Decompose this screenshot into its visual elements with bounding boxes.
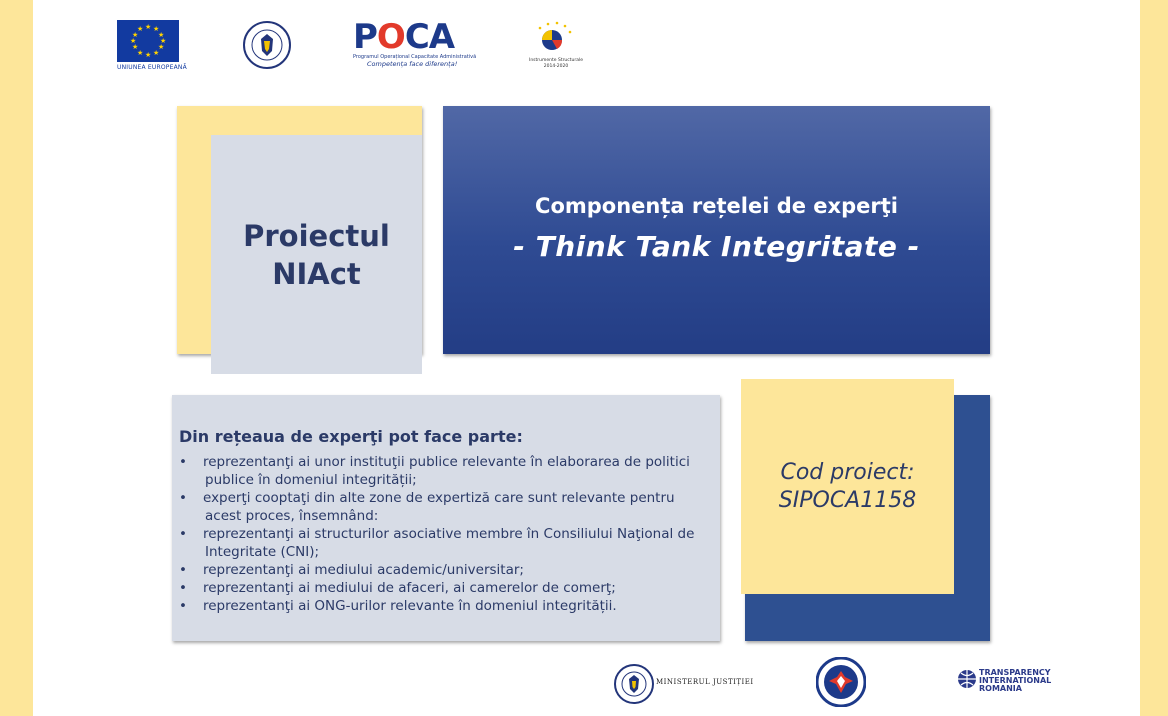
transparency-international-logo — [957, 667, 1067, 699]
ministry-of-justice-logo — [614, 664, 754, 704]
project-title-line1: Proiectul — [243, 218, 390, 253]
network-title-panel — [443, 106, 990, 354]
bullet-icon: • — [179, 562, 187, 578]
list-item: • experţi cooptaţi din alte zone de expertiză care sunt relevante pentru acest proces, însemnând: — [179, 490, 675, 524]
left-border-stripe — [0, 0, 33, 716]
bullet-icon: • — [179, 490, 187, 506]
project-title — [243, 217, 390, 293]
government-seal-logo — [243, 21, 291, 69]
ti-globe-icon — [957, 669, 977, 689]
poca-wordmark: POCA — [353, 17, 455, 57]
experts-info-panel — [172, 395, 720, 641]
structural-instruments-logo — [526, 20, 586, 72]
instruments-line1: Instrumente Structurale — [529, 58, 583, 63]
think-tank-title: - Think Tank Integritate - — [513, 230, 920, 263]
project-title-line2: NIAct — [272, 256, 361, 291]
justice-ministry-name: MINISTERUL JUSTIȚIEI — [656, 678, 754, 686]
poca-logo — [353, 17, 477, 70]
eu-caption: UNIUNEA EUROPEANĂ — [117, 64, 187, 71]
bullet-icon: • — [179, 526, 187, 542]
poca-subtitle: Programul Operațional Capacitate Administrativă — [353, 54, 477, 60]
bullet-icon: • — [179, 598, 187, 614]
bullet-icon: • — [179, 454, 187, 470]
anp-eagle-logo — [816, 657, 866, 707]
experts-list — [179, 453, 714, 615]
project-code-panel — [741, 379, 954, 594]
justice-seal-icon — [614, 664, 654, 704]
bullet-icon: • — [179, 580, 187, 596]
ti-line1: TRANSPARENCY — [979, 668, 1051, 677]
list-item: • reprezentanţi ai unor instituţii publice relevante în elaborarea de politici publice în domeniul integrității; — [179, 454, 690, 488]
network-title: Componența rețelei de experţi — [535, 194, 898, 218]
list-item: • reprezentanţi ai mediului academic/universitar; — [179, 562, 524, 578]
ti-line3: ROMANIA — [979, 684, 1022, 693]
ti-line2: INTERNATIONAL — [979, 676, 1052, 685]
list-item: • reprezentanţi ai ONG-urilor relevante în domeniul integrității. — [179, 598, 617, 614]
list-item: • reprezentanţi ai structurilor asociative membre în Consiliului Naţional de Integritate (CNI); — [179, 526, 695, 560]
project-code-value: SIPOCA1158 — [778, 487, 917, 513]
project-title-panel — [211, 135, 422, 374]
list-item: • reprezentanţi ai mediului de afaceri, ai camerelor de comerţ; — [179, 580, 616, 596]
experts-heading: Din rețeaua de experţi pot face parte: — [179, 427, 523, 446]
poca-tagline: Competența face diferența! — [367, 60, 458, 68]
project-code-label: Cod proiect: — [780, 459, 915, 485]
right-border-stripe — [1140, 0, 1168, 716]
instruments-line2: 2014-2020 — [543, 63, 569, 69]
eu-flag-logo: ★ ★ ★ ★ ★ ★ ★ ★ ★ ★ ★ ★ — [117, 20, 179, 62]
